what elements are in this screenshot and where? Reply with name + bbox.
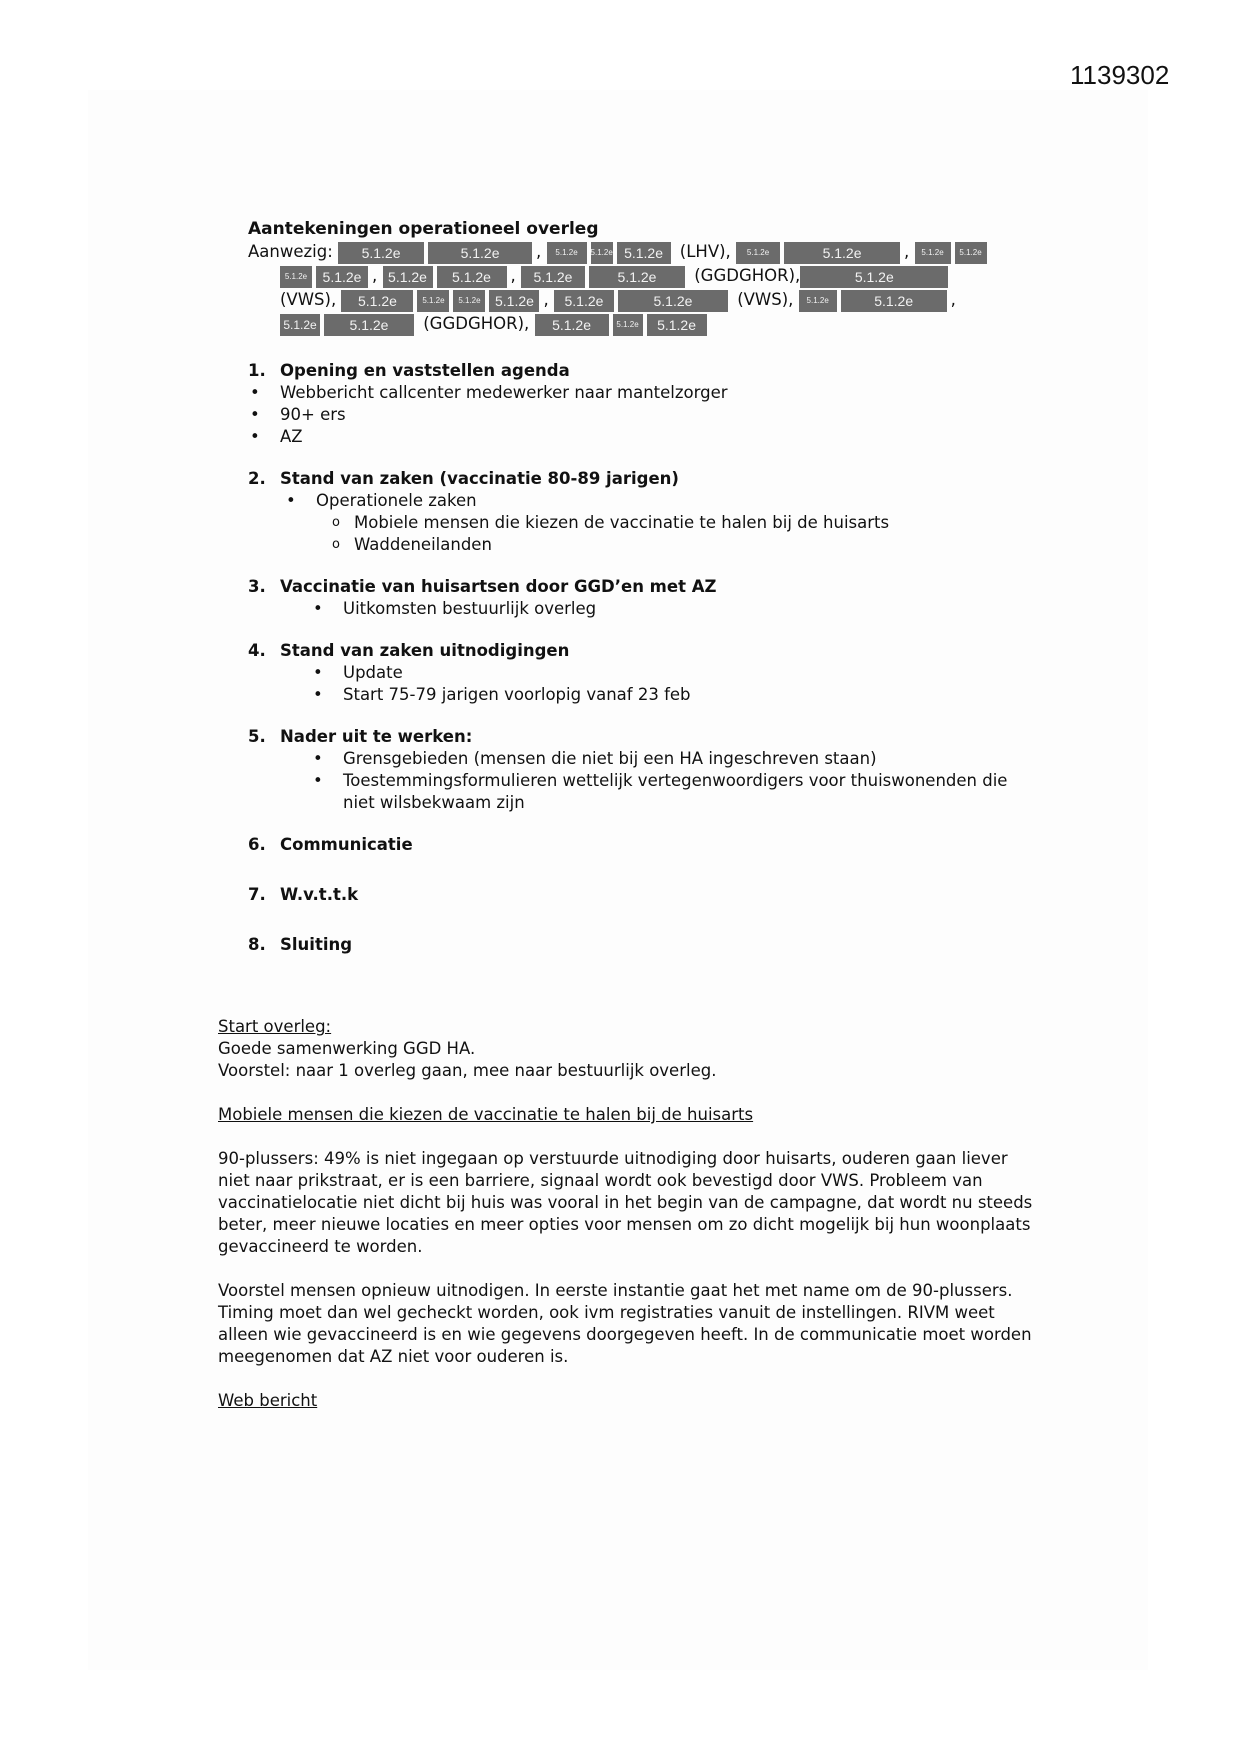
redaction-box: 5.1.2e xyxy=(591,242,613,264)
redaction-box: 5.1.2e xyxy=(647,314,707,336)
redaction-box: 5.1.2e xyxy=(324,314,414,336)
redaction-box: 5.1.2e xyxy=(280,314,320,336)
agenda-item xyxy=(248,934,1028,956)
redaction-box: 5.1.2e xyxy=(383,266,433,288)
redaction-box: 5.1.2e xyxy=(915,242,951,264)
agenda-title: Stand van zaken uitnodigingen xyxy=(280,641,570,660)
agenda-title: Sluiting xyxy=(280,935,353,954)
agenda-bullet: • Uitkomsten bestuurlijk overleg xyxy=(248,598,1028,620)
notes-body xyxy=(218,1016,1038,1412)
redaction-box: 5.1.2e xyxy=(316,266,368,288)
redaction-box: 5.1.2e xyxy=(589,266,685,288)
attendees-block xyxy=(248,240,1028,336)
agenda-item xyxy=(248,576,1028,620)
agenda-title: Vaccinatie van huisartsen door GGD’en met AZ xyxy=(280,577,717,596)
org-ggdghor: (GGDGHOR), xyxy=(694,266,801,285)
start-heading: Start overleg: xyxy=(218,1017,332,1036)
redaction-box: 5.1.2e xyxy=(280,266,312,288)
web-bericht-heading: Web bericht xyxy=(218,1391,318,1410)
agenda-title: Opening en vaststellen agenda xyxy=(280,361,570,380)
org-ggdghor-2: (GGDGHOR), xyxy=(423,314,530,333)
attendees-line-2: 5.1.2e 5.1.2e , 5.1.2e 5.1.2e , 5.1.2e 5.1.2e (GGDGHOR), 5.1.2e xyxy=(248,264,1028,288)
agenda-number: 2. xyxy=(248,469,266,488)
paragraph-voorstel: Voorstel mensen opnieuw uitnodigen. In eerste instantie gaat het met name om de 90-plussers. Timing moet dan wel gecheckt worden, ook ivm registraties vanuit de instellingen. RIVM weet alleen wie gevaccineerd is en wie gegevens doorgegeven heeft. In de communicatie moet worden meegenomen dat AZ niet voor ouderen is. xyxy=(218,1281,1032,1366)
org-lhv: (LHV), xyxy=(679,242,731,261)
redaction-box: 5.1.2e xyxy=(955,242,987,264)
redaction-box: 5.1.2e xyxy=(417,290,449,312)
agenda-bullet: • Start 75-79 jarigen voorlopig vanaf 23 feb xyxy=(248,684,1028,706)
redaction-box: 5.1.2e xyxy=(547,242,587,264)
attendees-line-1: Aanwezig: 5.1.2e 5.1.2e , 5.1.2e 5.1.2e 5.1.2e (LHV), 5.1.2e 5.1.2e , 5.1.2e 5.1.2e xyxy=(248,240,1028,264)
document-content xyxy=(248,218,1028,976)
agenda-bullet: • Operationele zaken xyxy=(248,490,1028,512)
agenda-number: 1. xyxy=(248,361,266,380)
agenda-subbullet: o Mobiele mensen die kiezen de vaccinatie te halen bij de huisarts xyxy=(248,512,1028,534)
redaction-box: 5.1.2e xyxy=(554,290,614,312)
agenda-bullet: • Update xyxy=(248,662,1028,684)
redaction-box: 5.1.2e xyxy=(784,242,900,264)
document-title: Aantekeningen operationeel overleg xyxy=(248,219,599,239)
agenda-title: W.v.t.t.k xyxy=(280,885,359,904)
redaction-box: 5.1.2e xyxy=(618,290,728,312)
paragraph-90-plussers: 90-plussers: 49% is niet ingegaan op verstuurde uitnodiging door huisarts, ouderen gaan liever niet naar prikstraat, er is een barriere, signaal wordt ook bevestigd door VWS. Probleem van vaccinatielocatie niet dicht bij huis was vooral in het begin van de campagne, dat wordt nu steeds beter, meer nieuwe locaties en meer opties voor mensen om zo dicht mogelijk bij hun woonplaats gevaccineerd te worden. xyxy=(218,1149,1033,1256)
agenda-number: 7. xyxy=(248,885,266,904)
agenda-title: Stand van zaken (vaccinatie 80-89 jarigen) xyxy=(280,469,679,488)
agenda-subbullet: o Waddeneilanden xyxy=(248,534,1028,556)
redaction-box: 5.1.2e xyxy=(489,290,539,312)
agenda-item xyxy=(248,884,1028,906)
redaction-box: 5.1.2e xyxy=(799,290,837,312)
redaction-box: 5.1.2e xyxy=(338,242,424,264)
redaction-box: 5.1.2e xyxy=(341,290,413,312)
agenda-bullet: • Webbericht callcenter medewerker naar mantelzorger xyxy=(248,382,1028,404)
agenda-item xyxy=(248,360,1028,448)
agenda-item xyxy=(248,726,1028,814)
redaction-box: 5.1.2e xyxy=(617,242,671,264)
attendees-line-4 xyxy=(248,312,1028,336)
agenda-bullet: • 90+ ers xyxy=(248,404,1028,426)
mobiele-heading: Mobiele mensen die kiezen de vaccinatie te halen bij de huisarts xyxy=(218,1105,754,1124)
redaction-box: 5.1.2e xyxy=(521,266,585,288)
redaction-box: 5.1.2e xyxy=(800,266,948,288)
redaction-box: 5.1.2e xyxy=(535,314,609,336)
agenda-list xyxy=(248,360,1028,956)
attendees-label: Aanwezig: xyxy=(248,242,333,261)
agenda-bullet: • Toestemmingsformulieren wettelijk vertegenwoordigers voor thuiswonenden die niet wilsbekwaam zijn xyxy=(248,770,1028,814)
document-page-number: 1139302 xyxy=(1070,60,1170,90)
agenda-bullet: • Grensgebieden (mensen die niet bij een HA ingeschreven staan) xyxy=(248,748,1028,770)
start-line-1: Goede samenwerking GGD HA. xyxy=(218,1039,476,1058)
agenda-number: 6. xyxy=(248,835,266,854)
agenda-item xyxy=(248,468,1028,556)
agenda-number: 8. xyxy=(248,935,266,954)
agenda-item xyxy=(248,834,1028,856)
agenda-item xyxy=(248,640,1028,706)
attendees-line-3: (VWS), 5.1.2e 5.1.2e 5.1.2e 5.1.2e , 5.1.2e 5.1.2e (VWS), 5.1.2e 5.1.2e , xyxy=(248,288,1028,312)
agenda-title: Communicatie xyxy=(280,835,413,854)
redaction-box: 5.1.2e xyxy=(841,290,947,312)
org-vws-2: (VWS), xyxy=(737,290,794,309)
agenda-title: Nader uit te werken: xyxy=(280,727,473,746)
org-vws: (VWS), xyxy=(280,290,337,309)
agenda-number: 4. xyxy=(248,641,266,660)
redaction-box: 5.1.2e xyxy=(453,290,485,312)
redaction-box: 5.1.2e xyxy=(736,242,780,264)
agenda-bullet: • AZ xyxy=(248,426,1028,448)
start-line-2: Voorstel: naar 1 overleg gaan, mee naar bestuurlijk overleg. xyxy=(218,1061,717,1080)
agenda-number: 3. xyxy=(248,577,266,596)
redaction-box: 5.1.2e xyxy=(428,242,532,264)
agenda-number: 5. xyxy=(248,727,266,746)
redaction-box: 5.1.2e xyxy=(613,314,643,336)
redaction-box: 5.1.2e xyxy=(437,266,507,288)
